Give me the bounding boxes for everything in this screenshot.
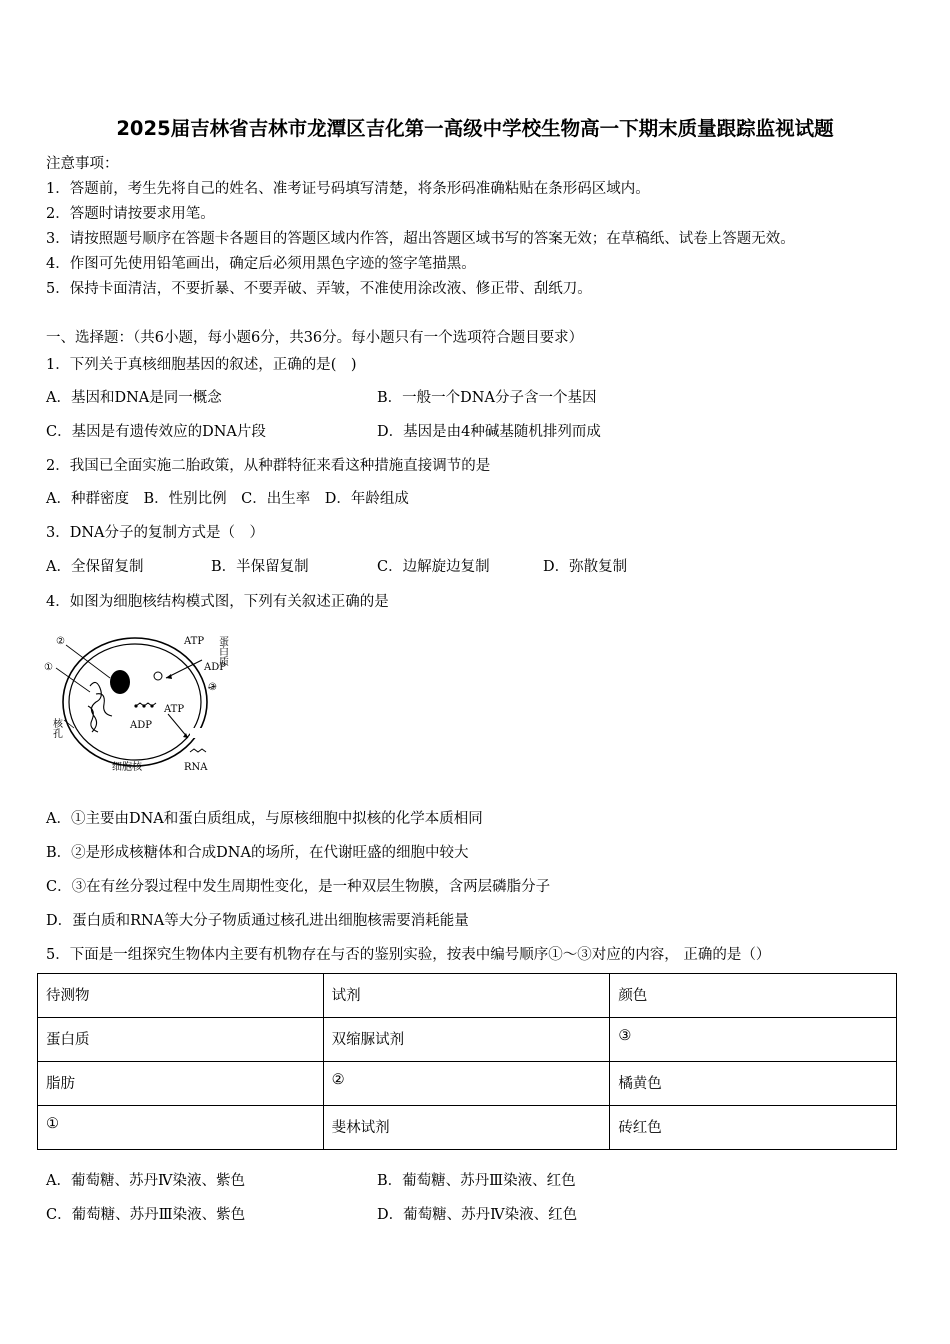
notice-item-4: 4．作图可先使用铅笔画出，确定后必须用黑色字迹的签字笔描黑。: [46, 256, 476, 272]
q4-option-d: D．蛋白质和RNA等大分子物质通过核孔进出细胞核需要消耗能量: [46, 913, 469, 929]
q2-stem: 2．我国已全面实施二胎政策，从种群特征来看这种措施直接调节的是: [46, 458, 491, 474]
q3-stem: 3．DNA分子的复制方式是（ ）: [46, 525, 265, 541]
pore-gap-top: [190, 650, 200, 656]
rna-outside: [190, 749, 206, 752]
q5-option-a: A．葡萄糖、苏丹Ⅳ染液、紫色: [46, 1173, 245, 1189]
label-adp-right: ADP: [204, 662, 226, 673]
label-nucleus: 细胞核: [112, 762, 142, 773]
table-cell: 脂肪: [38, 1062, 324, 1106]
page-title: 2025届吉林省吉林市龙潭区吉化第一高级中学校生物高一下期末质量跟踪监视试题: [116, 117, 834, 140]
notice-item-2: 2．答题时请按要求用笔。: [46, 206, 215, 222]
section-heading: 一、选择题：（共6小题，每小题6分，共36分。每小题只有一个选项符合题目要求）: [46, 330, 584, 346]
label-circle-1: ①: [44, 662, 53, 673]
chromatin: [88, 682, 112, 732]
table-cell: 双缩脲试剂: [323, 1018, 610, 1062]
q3-option-d: D．弥散复制: [543, 559, 628, 575]
table-cell: 斐林试剂: [323, 1106, 610, 1150]
pore-gap-bottom: [190, 728, 202, 738]
label-circle-2: ②: [56, 636, 65, 647]
q1-option-a: A．基因和DNA是同一概念: [46, 390, 222, 406]
table-cell: 蛋白质: [38, 1018, 324, 1062]
notice-item-1: 1．答题前，考生先将自己的姓名、准考证号码填写清楚，将条形码准确粘贴在条形码区域内。: [46, 181, 650, 197]
label-pore: 核孔: [50, 718, 62, 738]
nucleolus: [110, 670, 130, 694]
table-row: [38, 974, 897, 1018]
q1-stem: 1．下列关于真核细胞基因的叙述，正确的是( ): [46, 357, 357, 373]
table-cell: 试剂: [323, 974, 610, 1018]
q1-option-b: B．一般一个DNA分子含一个基因: [377, 390, 597, 406]
label-rna: RNA: [184, 762, 208, 773]
table-row: [38, 1106, 897, 1150]
table-cell: ②: [323, 1062, 610, 1106]
q4-option-c: C．③在有丝分裂过程中发生周期性变化，是一种双层生物膜，含两层磷脂分子: [46, 879, 551, 895]
table-cell: 橘黄色: [610, 1062, 897, 1106]
q5-option-c: C．葡萄糖、苏丹Ⅲ染液、紫色: [46, 1207, 246, 1223]
q1-option-d: D．基因是由4种碱基随机排列而成: [377, 424, 601, 440]
q2-options: A．种群密度 B．性别比例 C．出生率 D．年龄组成: [46, 491, 409, 507]
q3-option-b: B．半保留复制: [211, 559, 309, 575]
q4-option-a: A．①主要由DNA和蛋白质组成，与原核细胞中拟核的化学本质相同: [46, 811, 483, 827]
protein-circle: [154, 672, 162, 680]
q5-stem: 5．下面是一组探究生物体内主要有机物存在与否的鉴别实验，按表中编号顺序①～③对应的内容， 正确的是（）: [46, 947, 771, 963]
label-atp-top: ATP: [184, 636, 205, 647]
nucleus-diagram: [40, 620, 250, 780]
notice-heading: 注意事项：: [46, 156, 119, 172]
inner-membrane: [69, 644, 201, 760]
table-row: [38, 1018, 897, 1062]
notice-item-3: 3．请按照题号顺序在答题卡各题目的答题区域内作答，超出答题区域书写的答案无效；在草稿纸、试卷上答题无效。: [46, 231, 795, 247]
q3-option-a: A．全保留复制: [46, 559, 144, 575]
table-cell: ③: [610, 1018, 897, 1062]
table-cell: 颜色: [610, 974, 897, 1018]
experiment-table: [37, 973, 897, 1150]
table-cell: 待测物: [38, 974, 324, 1018]
table-cell: 砖红色: [610, 1106, 897, 1150]
label-adp-mid: ADP: [130, 720, 152, 731]
outer-membrane: [63, 638, 207, 766]
label-circle-3: ③: [208, 682, 217, 693]
q3-option-c: C．边解旋边复制: [377, 559, 490, 575]
table-row: [38, 1062, 897, 1106]
q4-option-b: B．②是形成核糖体和合成DNA的场所，在代谢旺盛的细胞中较大: [46, 845, 469, 861]
q4-stem: 4．如图为细胞核结构模式图，下列有关叙述正确的是: [46, 594, 389, 610]
table-cell: ①: [38, 1106, 324, 1150]
label-protein: 蛋白质: [216, 636, 228, 666]
label-atp-mid: ATP: [164, 704, 185, 715]
q1-option-c: C．基因是有遗传效应的DNA片段: [46, 424, 266, 440]
notice-item-5: 5．保持卡面清洁，不要折暴、不要弄破、弄皱，不准使用涂改液、修正带、刮纸刀。: [46, 281, 592, 297]
q5-option-b: B．葡萄糖、苏丹Ⅲ染液、红色: [377, 1173, 576, 1189]
q5-option-d: D．葡萄糖、苏丹Ⅳ染液、红色: [377, 1207, 578, 1223]
